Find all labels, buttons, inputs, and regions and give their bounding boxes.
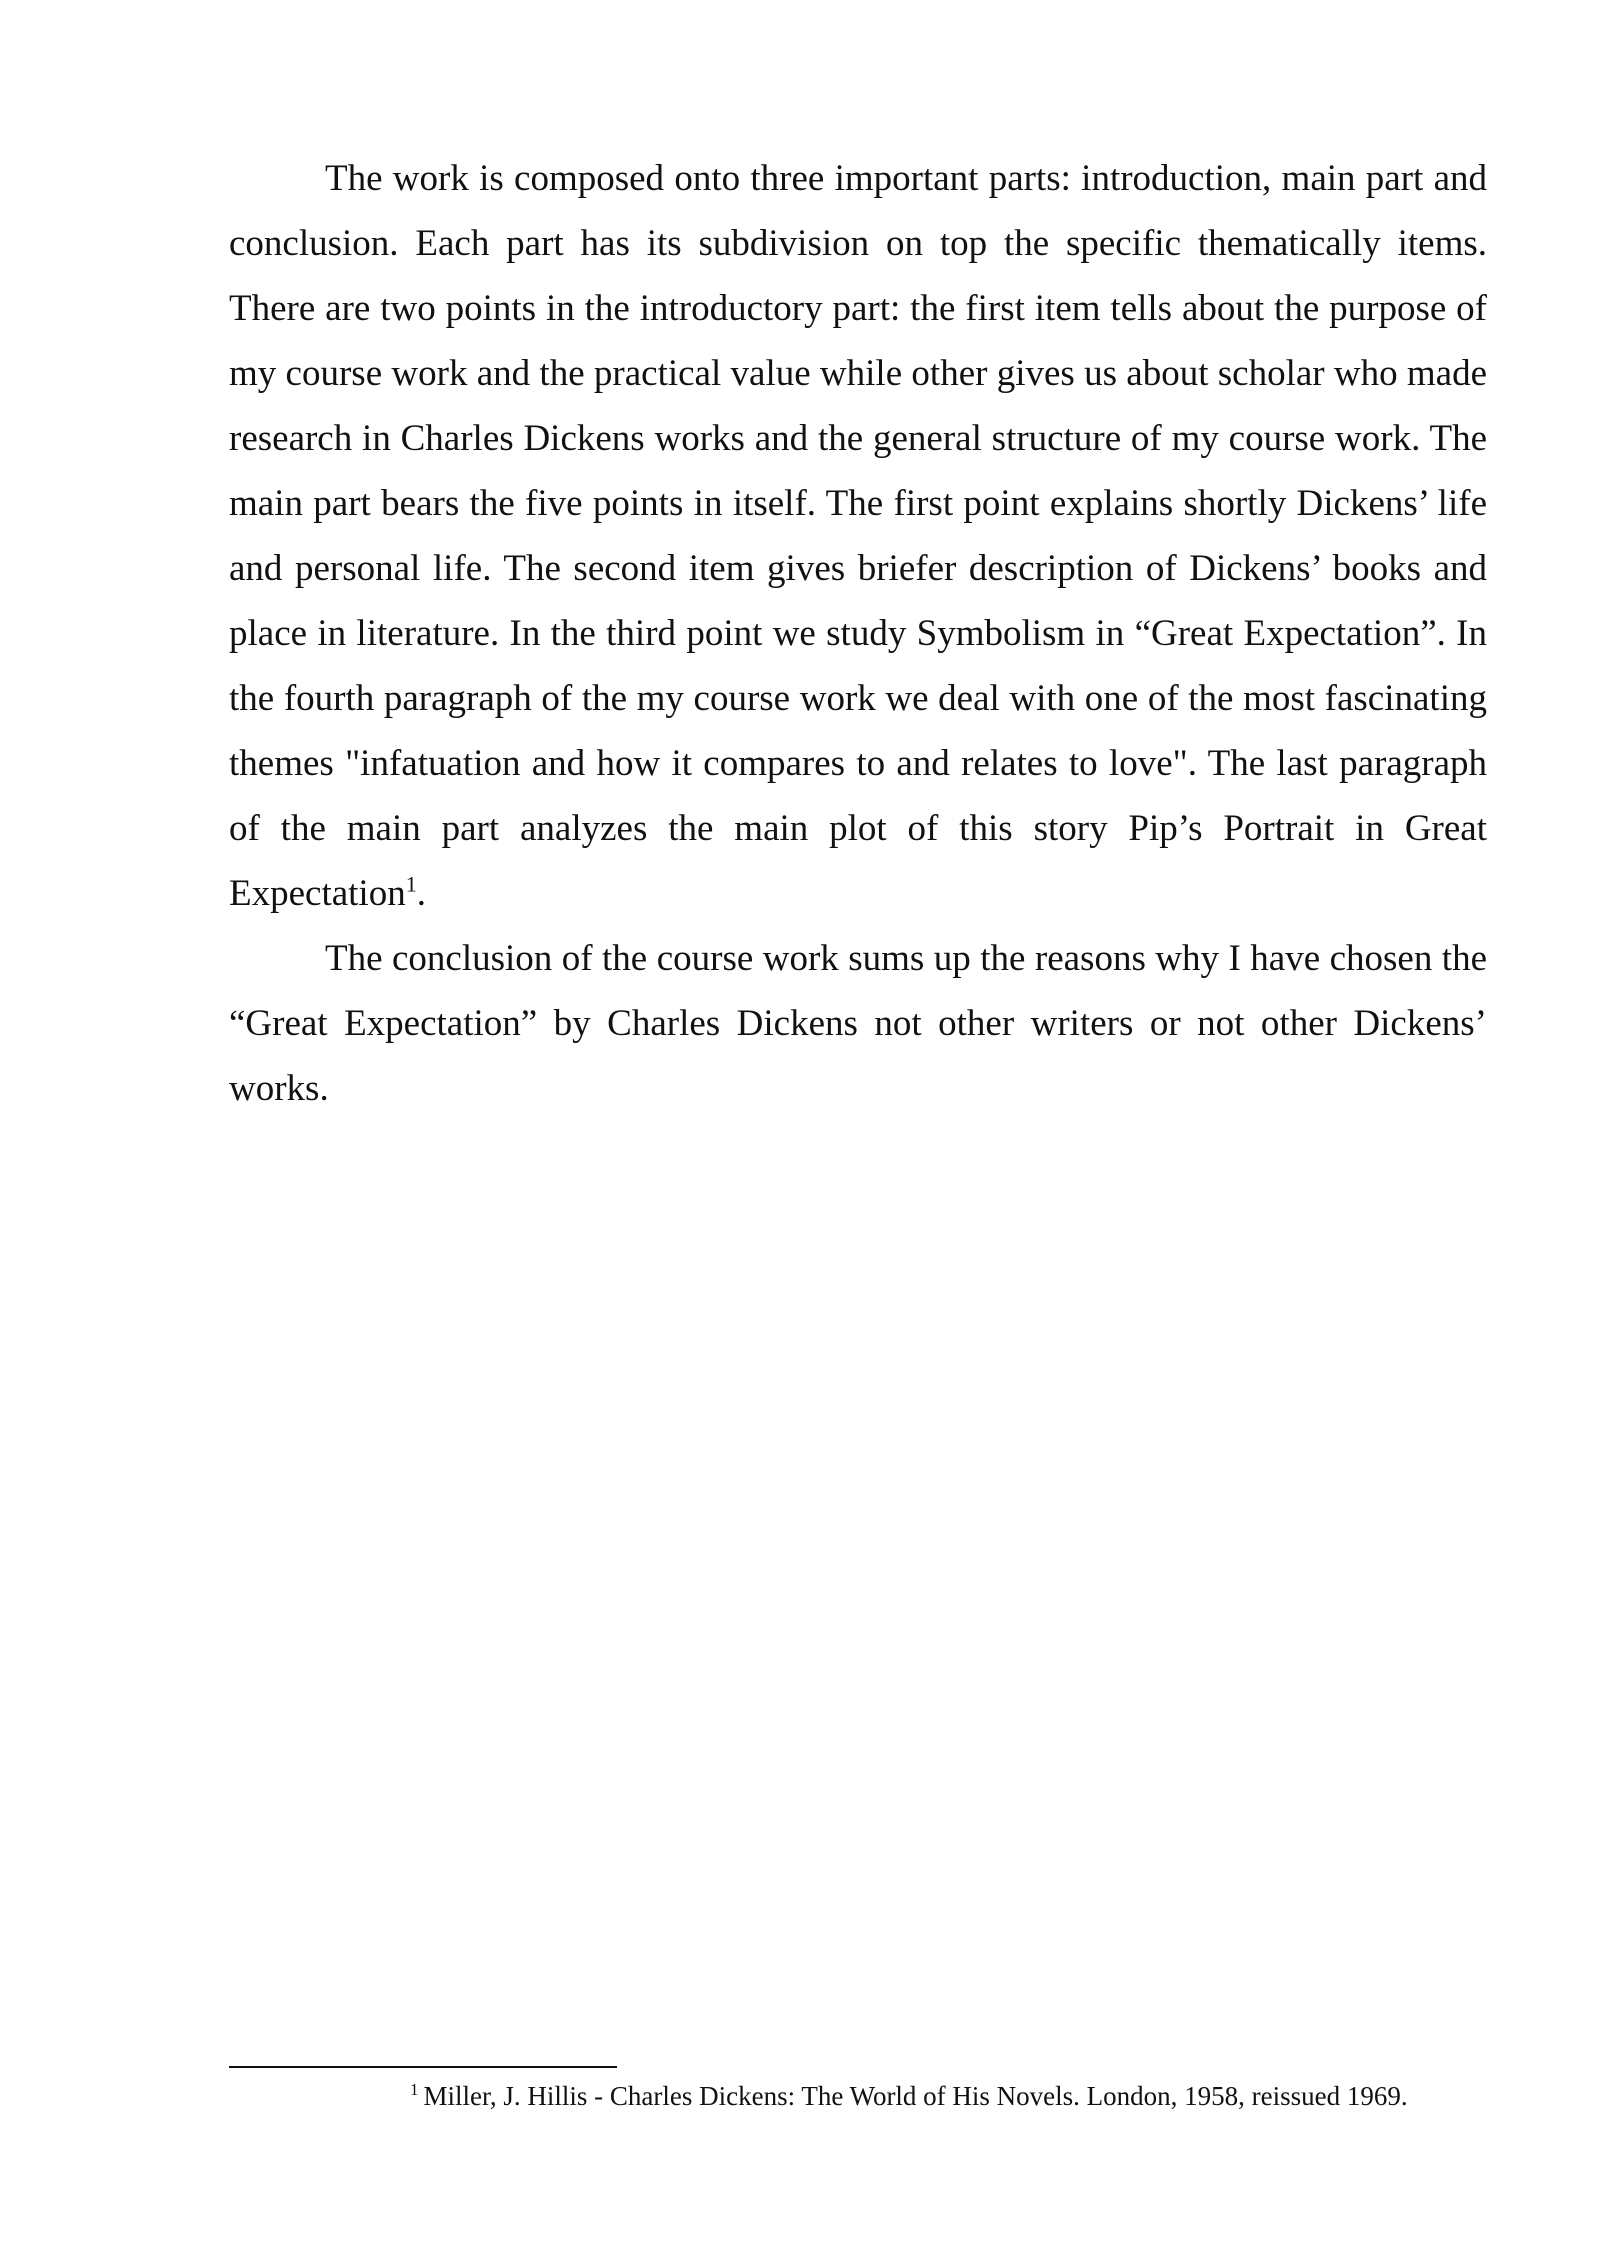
paragraph-1-end: . — [416, 873, 426, 914]
footnote — [410, 2078, 1490, 2114]
paragraph-1 — [229, 146, 1487, 926]
body-text — [229, 146, 1487, 1121]
paragraph-2 — [229, 926, 1487, 1121]
footnote-separator — [229, 2066, 617, 2068]
paragraph-2-text: The conclusion of the course work sums up the reasons why I have chosen the “Great Expectation” by Charles Dickens not other writers or not other Dickens’ works. — [229, 938, 1487, 1109]
footnote-reference: 1 — [405, 871, 417, 897]
paragraph-1-text: The work is composed onto three important parts: introduction, main part and conclusion. Each part has its subdivision on top the specific thematically items. There are two points in the introductory part: the first item tells about the purpose of my course work and the practical value while other gives us about scholar who made research in Charles Dickens works and the general structure of my course work. The main part bears the five points in itself. The first point explains shortly Dickens’ life and personal life. The second item gives briefer description of Dickens’ books and place in literature. In the third point we study Symbolism in “Great Expectation”. In the fourth paragraph of the my course work we deal with one of the most fascinating themes "infatuation and how it compares to and relates to love". The last paragraph of the main part analyzes the main plot of this story Pip’s Portrait in Great Expectation — [229, 158, 1487, 914]
footnote-text: Miller, J. Hillis - Charles Dickens: The World of His Novels. London, 1958, reissued 1969. — [423, 2081, 1408, 2111]
footnote-number: 1 — [410, 2080, 419, 2099]
